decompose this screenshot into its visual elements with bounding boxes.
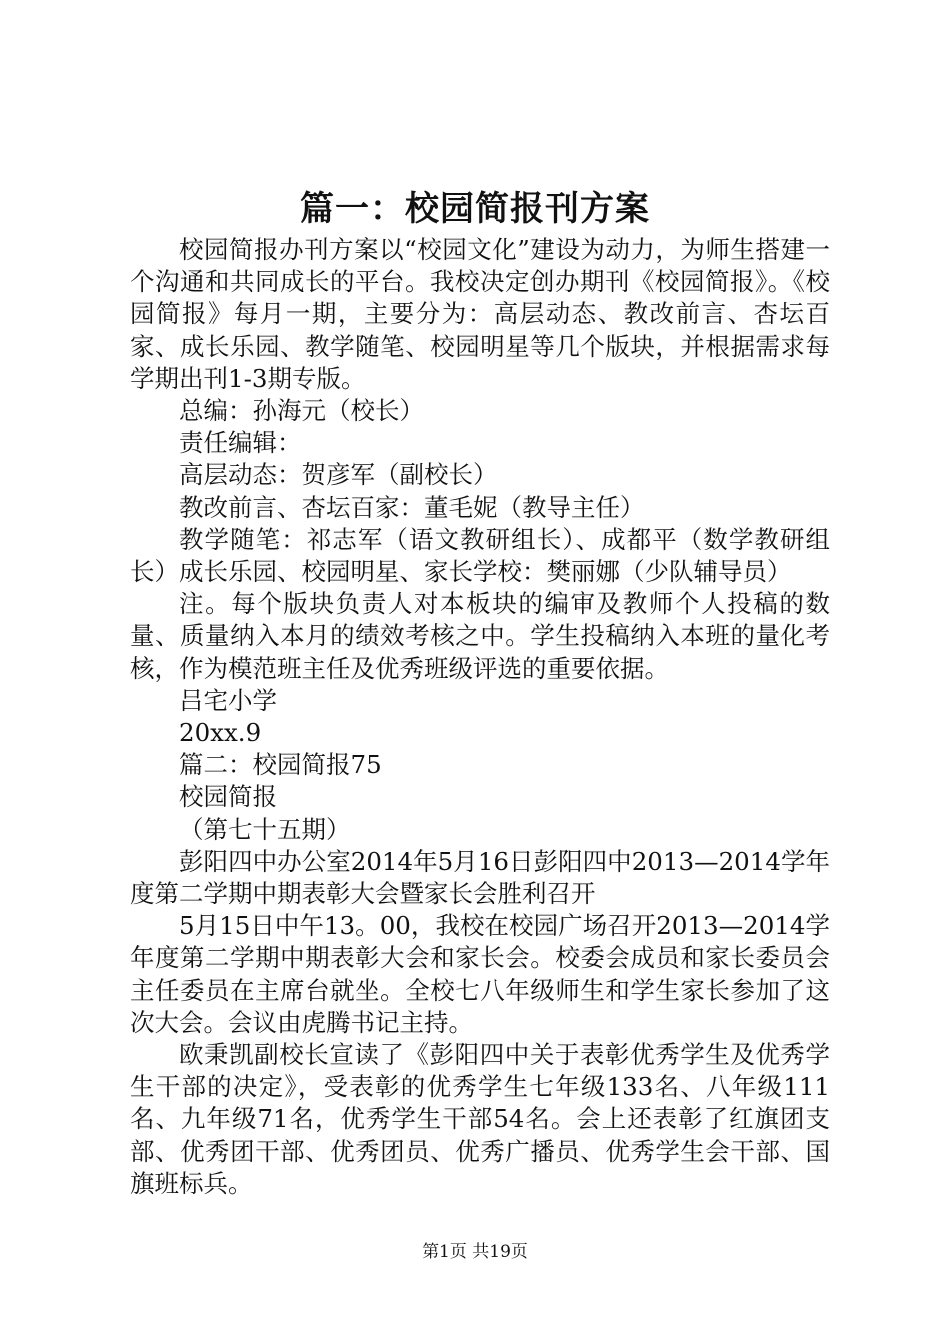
paragraph: 教学随笔：祁志军（语文教研组长）、成都平（数学教研组长）成长乐园、校园明星、家长学校：樊丽娜（少队辅导员） — [130, 524, 830, 587]
paragraph: （第七十五期） — [179, 814, 351, 844]
paragraph: 校园简报 — [179, 782, 277, 812]
paragraph: 教改前言、杏坛百家：董毛妮（教导主任） — [179, 492, 645, 522]
paragraph: 吕宅小学 — [179, 685, 277, 715]
paragraph: 注。每个版块负责人对本板块的编审及教师个人投稿的数量、质量纳入本月的绩效考核之中。学生投稿纳入本班的量化考核，作为模范班主任及优秀班级评选的重要依据。 — [130, 589, 830, 683]
paragraph: 总编：孙海元（校长） — [179, 396, 424, 426]
document-body — [130, 234, 830, 1200]
paragraph: 欧秉凯副校长宣读了《彭阳四中关于表彰优秀学生及优秀学生干部的决定》，受表彰的优秀学生七年级133名、八年级111名、九年级71名，优秀学生干部54名。会上还表彰了红旗团支部、优秀团干部、优秀团员、优秀广播员、优秀学生会干部、国旗班标兵。 — [130, 1040, 830, 1198]
paragraph: 责任编辑： — [179, 428, 302, 458]
paragraph: 校园简报办刊方案以“校园文化”建设为动力，为师生搭建一个沟通和共同成长的平台。我校决定创办期刊《校园简报》。《校园简报》每月一期，主要分为：高层动态、教改前言、杏坛百家、成长乐园、教学随笔、校园明星等几个版块，并根据需求每学期出刊1-3期专版。 — [130, 235, 830, 393]
document-title: 篇一：校园简报刊方案 — [300, 189, 650, 229]
paragraph: 篇二：校园简报75 — [179, 750, 382, 780]
paragraph: 彭阳四中办公室2014年5月16日彭阳四中2013—2014学年度第二学期中期表彰大会暨家长会胜利召开 — [130, 846, 830, 909]
paragraph: 高层动态：贺彦军（副校长） — [179, 460, 498, 490]
page-footer: 第1页 共19页 — [422, 1242, 528, 1262]
paragraph: 20xx.9 — [179, 718, 262, 748]
paragraph: 5月15日中午13。00，我校在校园广场召开2013—2014学年度第二学期中期表彰大会和家长会。校委会成员和家长委员会主任委员在主席台就坐。全校七八年级师生和学生家长参加了这次大会。会议由虎腾书记主持。 — [130, 911, 830, 1037]
